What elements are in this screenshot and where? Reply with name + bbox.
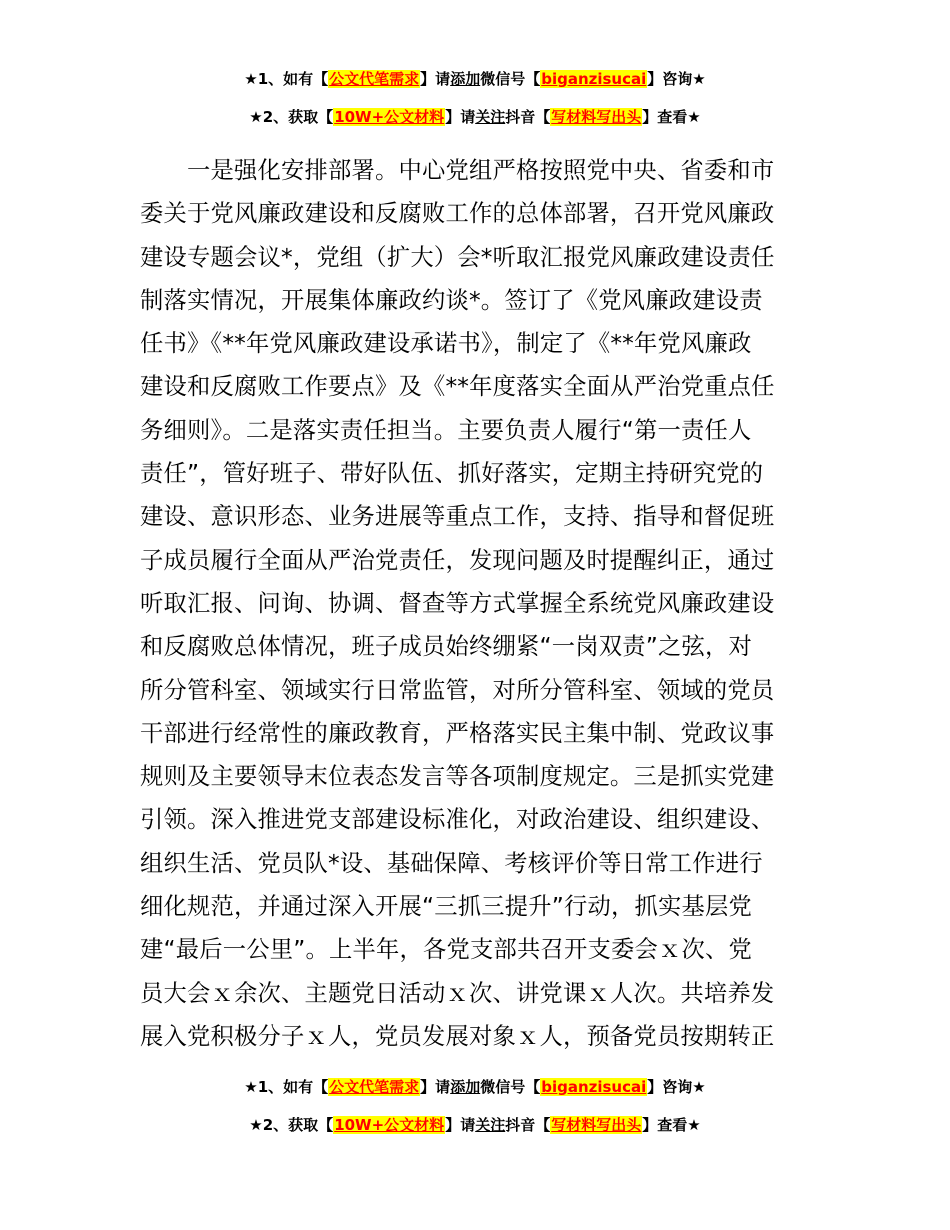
body-line: 细化规范，并通过深入开展“三抓三提升”行动，抓实基层党 (140, 893, 752, 921)
materials-highlight: 10W+公文材料 (334, 1116, 445, 1134)
body-line: 建设、意识形态、业务进展等重点工作，支持、指导和督促班 (140, 503, 775, 531)
top-banner-line-1 (0, 68, 950, 90)
body-line: 引领。深入推进党支部建设标准化，对政治建设、组织建设、 (140, 806, 775, 834)
banner-text: 】请 (445, 108, 476, 126)
body-line: 建设专题会议*，党组（扩大）会*听取汇报党风廉政建设责任 (140, 243, 775, 271)
douyin-account-highlight[interactable]: 写材料写出头 (551, 108, 642, 126)
banner-text: 】请 (445, 1116, 476, 1134)
follow-underlined-text: 关注 (475, 108, 506, 126)
materials-highlight: 10W+公文材料 (334, 108, 445, 126)
body-line: 干部进行经常性的廉政教育，严格落实民主集中制、党政议事 (140, 719, 775, 747)
banner-text: 微信号【 (480, 70, 541, 88)
body-line: 务细则》。二是落实责任担当。主要负责人履行“第一责任人 (140, 416, 752, 444)
banner-text: 】咨询★ (647, 70, 706, 88)
banner-text: 1、如有【 (257, 70, 329, 88)
top-banner-line-2 (0, 106, 950, 128)
service-highlight: 公文代笔需求 (329, 70, 420, 88)
body-line: 员大会ｘ余次、主题党日活动ｘ次、讲党课ｘ人次。共培养发 (140, 979, 775, 1007)
follow-underlined-text: 关注 (475, 1116, 506, 1134)
body-line: 展入党积极分子ｘ人，党员发展对象ｘ人，预备党员按期转正 (140, 1022, 775, 1050)
banner-text: 】咨询★ (647, 1078, 706, 1096)
body-line: 规则及主要领导末位表态发言等各项制度规定。三是抓实党建 (140, 763, 775, 791)
douyin-account-highlight[interactable]: 写材料写出头 (551, 1116, 642, 1134)
body-line: 建“最后一公里”。上半年，各党支部共召开支委会ｘ次、党 (140, 936, 752, 964)
banner-text: ★ (249, 108, 263, 126)
add-underlined-text: 添加 (450, 70, 481, 88)
body-line: 任书》《**年党风廉政建设承诺书》，制定了《**年党风廉政 (140, 330, 752, 358)
add-underlined-text: 添加 (450, 1078, 481, 1096)
document-body (140, 149, 812, 1058)
banner-text: 2、获取【 (262, 1116, 334, 1134)
bottom-banner-line-1 (0, 1076, 950, 1098)
banner-text: ★ (244, 1078, 258, 1096)
body-line: 一是强化安排部署。中心党组严格按照党中央、省委和市 (140, 157, 775, 184)
body-line: 听取汇报、问询、协调、督查等方式掌握全系统党风廉政建设 (140, 589, 775, 617)
banner-text: 2、获取【 (262, 108, 334, 126)
body-line: 建设和反腐败工作要点》及《**年度落实全面从严治党重点任 (140, 373, 775, 401)
bottom-banner-line-2 (0, 1114, 950, 1136)
body-line: 组织生活、党员队*设、基础保障、考核评价等日常工作进行 (140, 849, 763, 877)
banner-text: 微信号【 (480, 1078, 541, 1096)
body-line: 责任”，管好班子、带好队伍、抓好落实，定期主持研究党的 (140, 460, 764, 488)
banner-text: 】查看★ (642, 108, 701, 126)
body-line: 所分管科室、领域实行日常监管，对所分管科室、领域的党员 (140, 676, 775, 704)
banner-text: 1、如有【 (257, 1078, 329, 1096)
banner-text: 】请 (420, 70, 451, 88)
body-line: 子成员履行全面从严治党责任，发现问题及时提醒纠正，通过 (140, 546, 775, 574)
banner-text: ★ (249, 1116, 263, 1134)
banner-text: 抖音【 (505, 108, 551, 126)
banner-text: ★ (244, 70, 258, 88)
wechat-id-highlight[interactable]: biganzisucai (541, 70, 647, 88)
banner-text: 】查看★ (642, 1116, 701, 1134)
service-highlight: 公文代笔需求 (329, 1078, 420, 1096)
wechat-id-highlight[interactable]: biganzisucai (541, 1078, 647, 1096)
body-line: 委关于党风廉政建设和反腐败工作的总体部署，召开党风廉政 (140, 200, 775, 228)
body-line: 和反腐败总体情况，班子成员始终绷紧“一岗双责”之弦，对 (140, 633, 752, 661)
banner-text: 】请 (420, 1078, 451, 1096)
banner-text: 抖音【 (505, 1116, 551, 1134)
body-line: 制落实情况，开展集体廉政约谈*。签订了《党风廉政建设责 (140, 286, 763, 314)
